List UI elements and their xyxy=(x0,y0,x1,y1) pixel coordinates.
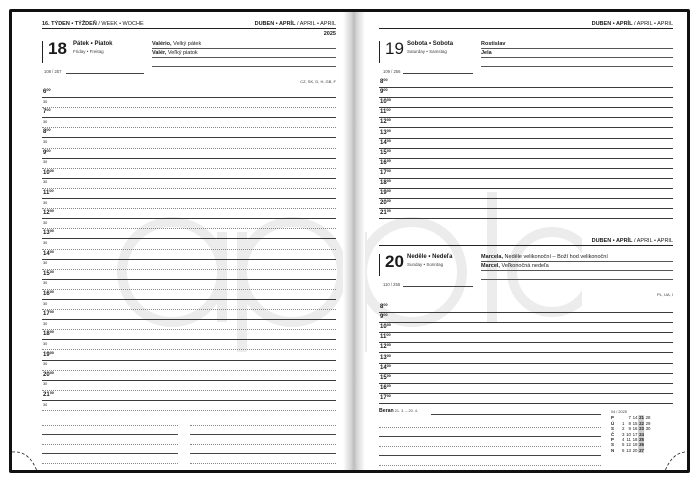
hour-row[interactable] xyxy=(379,139,673,149)
calendar-date: 27 xyxy=(639,447,644,453)
week-label: 16. TÝDEN • TÝŽDEŇ xyxy=(42,21,97,27)
ordinal-rule xyxy=(403,286,473,287)
hour-row[interactable] xyxy=(42,128,336,138)
day-header-18 xyxy=(42,39,336,84)
half-hour-label: 30 xyxy=(43,119,48,124)
hour-label: $14^{00}$ xyxy=(380,138,391,146)
half-hour-row[interactable] xyxy=(42,300,336,310)
hour-row[interactable] xyxy=(379,313,673,323)
zodiac-rule xyxy=(431,414,601,415)
ordinal-rule xyxy=(66,73,144,74)
year-label: 2025 xyxy=(323,31,336,37)
calendar-date: 16 xyxy=(632,426,638,432)
hour-label: $17^{00}$ xyxy=(380,393,391,401)
half-hour-row[interactable] xyxy=(42,219,336,229)
hour-row[interactable] xyxy=(42,270,336,280)
half-hour-row[interactable] xyxy=(42,320,336,330)
hour-row[interactable] xyxy=(379,108,673,118)
day-name: Pátek • Piatok xyxy=(73,41,113,47)
hour-grid-18 xyxy=(42,88,336,411)
calendar-weekday: P xyxy=(611,437,614,443)
month-header xyxy=(379,20,673,29)
calendar-date: 7 xyxy=(628,415,631,421)
hour-label: $9^{00}$ xyxy=(43,148,51,156)
calendar-date: 10 xyxy=(626,431,631,437)
day-name: Neděle • Nedeľa xyxy=(407,254,453,260)
hour-label: $15^{00}$ xyxy=(380,373,391,381)
hour-row[interactable] xyxy=(42,371,336,381)
day-ordinal: 110 / 255 xyxy=(383,282,401,287)
hour-row[interactable] xyxy=(42,88,336,98)
hour-label: $17^{00}$ xyxy=(380,168,391,176)
calendar-date: 17 xyxy=(632,431,638,437)
hour-row[interactable] xyxy=(379,374,673,384)
calendar-weekday: S xyxy=(611,426,614,432)
hour-row[interactable] xyxy=(379,179,673,189)
calendar-date: 12 xyxy=(626,442,631,448)
calendar-date: 23 xyxy=(639,426,644,432)
hour-label: $19^{00}$ xyxy=(380,189,391,197)
hour-label: $12^{00}$ xyxy=(43,209,54,217)
calendar-date: 25 xyxy=(639,437,644,443)
notes-right xyxy=(379,418,601,466)
hour-row[interactable] xyxy=(379,88,673,98)
calendar-date: 11 xyxy=(626,437,631,443)
hour-label: $9^{00}$ xyxy=(380,313,388,321)
hour-row[interactable] xyxy=(379,364,673,374)
half-hour-label: 30 xyxy=(43,321,48,326)
half-hour-row[interactable] xyxy=(42,98,336,108)
name-days xyxy=(152,40,336,67)
calendar-date: 1 xyxy=(622,420,625,426)
name-day-row xyxy=(481,58,673,67)
name-day-row: Valério, Velký pátek xyxy=(152,40,336,49)
half-hour-row[interactable] xyxy=(42,199,336,209)
hour-label: $9^{00}$ xyxy=(380,88,388,96)
hour-label: $13^{00}$ xyxy=(380,353,391,361)
day-ordinal: 108 / 257 xyxy=(44,69,62,74)
hour-grid-20 xyxy=(379,303,673,404)
calendar-date: 4 xyxy=(622,437,625,443)
day-subtitle: Sunday • Sonntag xyxy=(407,262,444,267)
day-divider xyxy=(379,41,380,63)
half-hour-label: 30 xyxy=(43,402,48,407)
day-name: Sobota • Sobota xyxy=(407,41,454,47)
half-hour-label: 30 xyxy=(43,341,48,346)
hour-label: $8^{00}$ xyxy=(380,303,388,311)
month-label-rest: / APRIL • APRIL xyxy=(295,21,336,27)
left-page xyxy=(12,12,343,470)
ordinal-rule xyxy=(403,73,473,74)
page-curl-icon xyxy=(12,444,46,473)
hour-row[interactable] xyxy=(379,128,673,138)
name-days xyxy=(481,40,673,67)
calendar-date: 13 xyxy=(626,447,631,453)
hour-row[interactable] xyxy=(379,303,673,313)
hour-row[interactable] xyxy=(379,98,673,108)
mini-calendar-title: 04 / 2025 xyxy=(611,410,627,414)
hour-label: $11^{00}$ xyxy=(380,333,391,341)
calendar-date: 3 xyxy=(622,431,625,437)
calendar-weekday: S xyxy=(611,442,614,448)
hour-label: $20^{00}$ xyxy=(380,199,391,207)
week-header xyxy=(42,20,336,29)
hour-label: $19^{00}$ xyxy=(43,350,54,358)
calendar-date: 26 xyxy=(639,442,644,448)
half-hour-label: 30 xyxy=(43,140,48,145)
half-hour-label: 30 xyxy=(43,180,48,185)
calendar-date: 5 xyxy=(622,442,625,448)
week-label-rest: / WEEK • WOCHE xyxy=(96,21,144,27)
zodiac-name: Beran xyxy=(379,408,394,414)
hour-label: $14^{00}$ xyxy=(380,363,391,371)
half-hour-row[interactable] xyxy=(42,239,336,249)
day-number: 18 xyxy=(48,39,67,58)
calendar-date: 29 xyxy=(645,420,651,426)
calendar-date xyxy=(644,448,651,453)
day-divider xyxy=(42,41,43,63)
month-label: DUBEN • APRÍL xyxy=(591,238,633,244)
hour-label: $6^{00}$ xyxy=(43,88,51,96)
month-label: DUBEN • APRÍL xyxy=(591,21,633,27)
mini-calendar xyxy=(611,410,651,453)
hour-label: $16^{00}$ xyxy=(380,383,391,391)
hour-row[interactable] xyxy=(379,189,673,199)
hour-row[interactable] xyxy=(379,159,673,169)
calendar-date: 22 xyxy=(639,420,644,426)
name-day-row xyxy=(152,58,336,67)
hour-label: $21^{00}$ xyxy=(380,209,391,217)
name-day-row: Marcela, Neděle velikonoční – Boží hod velikonoční xyxy=(481,253,673,262)
day-subtitle: Saturday • Samstag xyxy=(407,49,447,54)
calendar-date: 8 xyxy=(628,420,631,426)
calendar-weekday: N xyxy=(611,447,615,453)
hour-label: $11^{00}$ xyxy=(43,189,54,197)
day-header-19 xyxy=(379,39,673,73)
hour-row[interactable] xyxy=(42,108,336,118)
planner-spread xyxy=(9,9,690,473)
month-header-2 xyxy=(379,237,673,246)
half-hour-label: 30 xyxy=(43,99,48,104)
month-label-rest: / APRIL • APRIL xyxy=(632,21,673,27)
day-divider xyxy=(379,254,380,276)
hour-label: $20^{00}$ xyxy=(43,370,54,378)
hour-row[interactable] xyxy=(379,118,673,128)
hour-label: $10^{00}$ xyxy=(43,168,54,176)
hour-row[interactable] xyxy=(42,189,336,199)
month-label: DUBEN • APRÍL xyxy=(254,21,296,27)
half-hour-label: 30 xyxy=(43,301,48,306)
hour-label: $13^{00}$ xyxy=(43,229,54,237)
half-hour-row[interactable] xyxy=(42,260,336,270)
calendar-date: 21 xyxy=(639,415,644,421)
half-hour-row[interactable] xyxy=(42,280,336,290)
day-header-20 xyxy=(379,252,673,297)
hour-label: $15^{00}$ xyxy=(380,148,391,156)
zodiac-dates: 21. 3. – 20. 4. xyxy=(393,409,418,413)
hour-row[interactable] xyxy=(42,310,336,320)
hour-label: $15^{00}$ xyxy=(43,269,54,277)
hour-row[interactable] xyxy=(42,149,336,159)
name-day-row: Marcel, Veľkonočná nedeľa xyxy=(481,262,673,271)
calendar-date: 9 xyxy=(628,426,631,432)
half-hour-row[interactable] xyxy=(42,179,336,189)
calendar-date: 19 xyxy=(632,442,638,448)
half-hour-row[interactable] xyxy=(42,340,336,350)
hour-row[interactable] xyxy=(379,384,673,394)
hour-row[interactable] xyxy=(379,353,673,363)
hour-label: $17^{00}$ xyxy=(43,310,54,318)
notes-left-a xyxy=(42,416,178,464)
hour-label: $18^{00}$ xyxy=(43,330,54,338)
hour-label: $14^{00}$ xyxy=(43,249,54,257)
half-hour-label: 30 xyxy=(43,220,48,225)
calendar-row xyxy=(611,448,651,453)
hour-grid-19 xyxy=(379,78,673,219)
hour-row[interactable] xyxy=(42,250,336,260)
hour-row[interactable] xyxy=(379,169,673,179)
name-days xyxy=(481,253,673,280)
hour-label: $8^{00}$ xyxy=(380,78,388,86)
hour-row[interactable] xyxy=(379,209,673,219)
hour-row[interactable] xyxy=(42,229,336,239)
notes-left-b xyxy=(190,416,336,464)
hour-row[interactable] xyxy=(379,343,673,353)
hour-label: $16^{00}$ xyxy=(43,289,54,297)
half-hour-row[interactable] xyxy=(42,381,336,391)
half-hour-label: 30 xyxy=(43,241,48,245)
name-day-row: Valér, Veľký piatok xyxy=(152,49,336,58)
hour-label: $12^{00}$ xyxy=(380,343,391,351)
hour-row[interactable] xyxy=(42,391,336,401)
hour-row[interactable] xyxy=(42,350,336,360)
calendar-date: 30 xyxy=(645,426,651,432)
hour-label: $10^{00}$ xyxy=(380,323,391,331)
hour-row[interactable] xyxy=(379,394,673,404)
hour-label: $12^{00}$ xyxy=(380,118,391,126)
country-codes: PL, UA, I xyxy=(656,292,673,297)
half-hour-row[interactable] xyxy=(42,138,336,148)
hour-label: $8^{00}$ xyxy=(43,128,51,136)
calendar-weekday: Ú xyxy=(611,420,615,426)
name-day-row xyxy=(481,271,673,280)
calendar-date: 18 xyxy=(632,437,638,443)
hour-row[interactable] xyxy=(379,78,673,88)
calendar-date: 15 xyxy=(632,420,638,426)
hour-row[interactable] xyxy=(42,330,336,340)
day-ordinal: 109 / 256 xyxy=(383,69,401,74)
half-hour-row[interactable] xyxy=(42,361,336,371)
hour-row[interactable] xyxy=(42,209,336,219)
hour-label: $10^{00}$ xyxy=(380,98,391,106)
page-curl-icon xyxy=(656,444,690,473)
hour-label: $16^{00}$ xyxy=(380,158,391,166)
country-codes: CZ, SK, D, H, GB, F xyxy=(300,79,336,84)
half-hour-label: 30 xyxy=(43,382,48,387)
calendar-weekday: P xyxy=(611,415,614,421)
calendar-date: 2 xyxy=(622,426,625,432)
month-label-rest: / APRIL • APRIL xyxy=(632,238,673,244)
hour-row[interactable] xyxy=(42,169,336,179)
hour-row[interactable] xyxy=(379,199,673,209)
half-hour-label: 30 xyxy=(43,200,48,205)
hour-row[interactable] xyxy=(379,333,673,343)
right-page xyxy=(365,12,690,470)
half-hour-label: 30 xyxy=(43,160,48,165)
calendar-weekday: Č xyxy=(611,431,615,437)
half-hour-row[interactable] xyxy=(42,118,336,128)
hour-row[interactable] xyxy=(42,290,336,300)
calendar-date: 24 xyxy=(639,431,644,437)
hour-label: $13^{00}$ xyxy=(380,128,391,136)
hour-row[interactable] xyxy=(379,149,673,159)
day-subtitle: Friday • Freitag xyxy=(73,49,104,54)
half-hour-row[interactable] xyxy=(42,401,336,411)
half-hour-label: 30 xyxy=(43,362,48,367)
name-day-row: Rostislav xyxy=(481,40,673,49)
name-day-row: Jela xyxy=(481,49,673,58)
hour-label: $21^{00}$ xyxy=(43,390,54,398)
calendar-date: 28 xyxy=(645,415,651,421)
half-hour-label: 30 xyxy=(43,261,48,266)
calendar-date: 20 xyxy=(632,447,638,453)
hour-label: $18^{00}$ xyxy=(380,179,391,187)
zodiac-sign xyxy=(379,408,418,414)
day-number: 20 xyxy=(385,252,404,271)
half-hour-row[interactable] xyxy=(42,159,336,169)
day-number: 19 xyxy=(385,39,404,58)
half-hour-label: 30 xyxy=(43,281,48,286)
calendar-date: 6 xyxy=(622,447,625,453)
binding-gutter xyxy=(343,12,365,470)
hour-row[interactable] xyxy=(379,323,673,333)
calendar-date: 14 xyxy=(632,415,638,421)
hour-label: $7^{00}$ xyxy=(43,108,51,116)
hour-label: $11^{00}$ xyxy=(380,108,391,116)
